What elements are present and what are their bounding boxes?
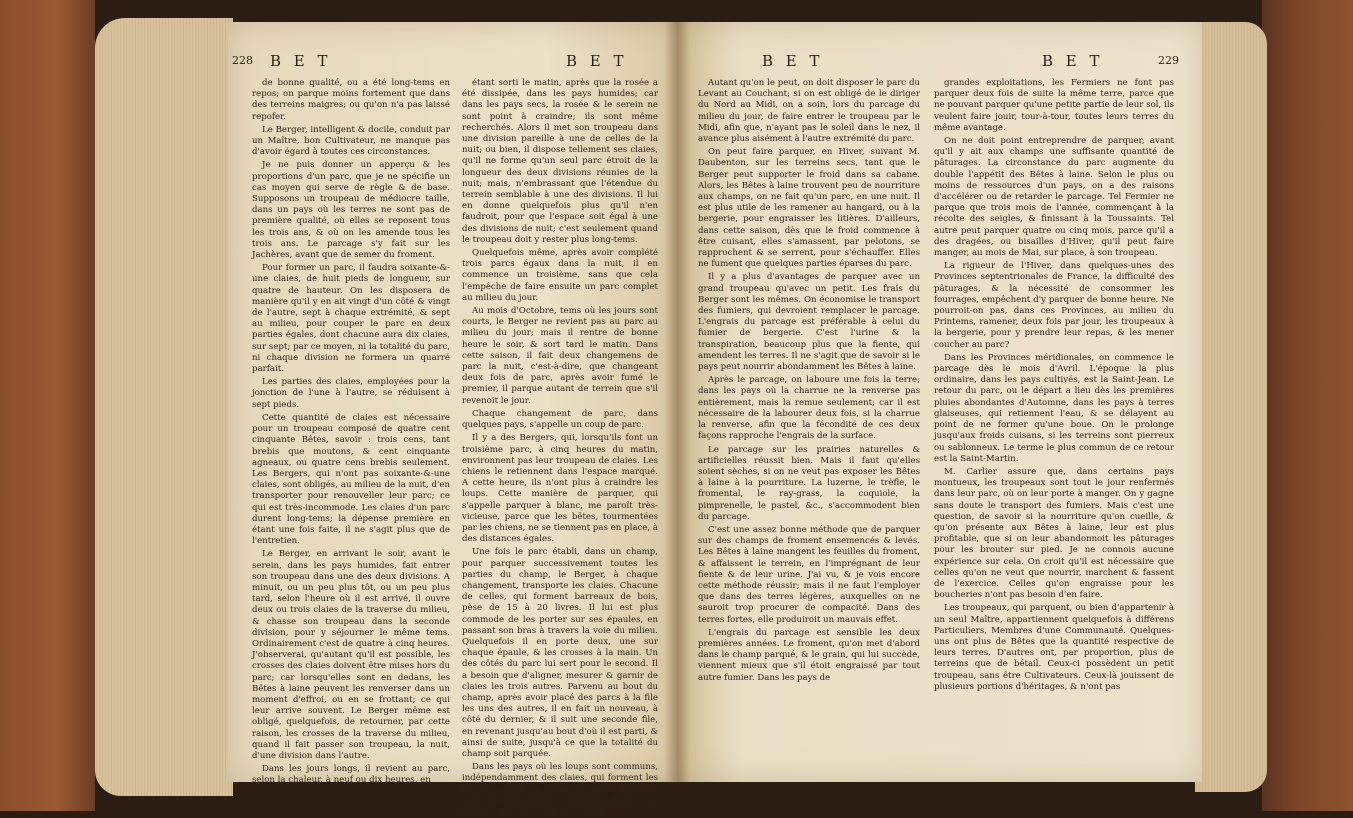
paragraph: Après le parcage, on laboure une fois la terre; dans les pays où la charrue ne la renverse pas entièrement, mais la remue seulement; car il est nécessaire de la labourer deux fois, si la charrue la renverse, afin que la fécondité de ces deux façons rapproche l'engrais de la surface. [698, 375, 920, 442]
page-number-right: 229 [1158, 54, 1179, 67]
running-header-right-col1: B E T [762, 52, 824, 70]
paragraph: L'engrais du parcage est sensible les deux premières années. Le froment, qu'on met d'abord dans le champ parqué, & le grain, qui lui succède, viennent mieux que s'il étoit engraissé par tout autre fumier. Dans les pays de [698, 627, 920, 683]
paragraph: Dans les jours longs, il revient au parc, selon la chaleur, à neuf ou dix heures, en [252, 764, 450, 786]
paragraph: Il y a plus d'avantages de parquer avec un grand troupeau qu'avec un petit. Les frais du Berger sont les mêmes. On économise le transport des fumiers, qui devroient remplacer le parcage. L'engrais du parcage est préférable à celui du fumier de bergerie. C'est l'urine & la transpiration, beaucoup plus que la fiente, qui amendent les terres. Il ne s'agit que de savoir si le pays peut nourrir abondamment les Bêtes à laine. [698, 272, 920, 373]
paragraph: Les troupeaux, qui parquent, ou bien d'appartenir à un seul Maître, appartiennent quelquefois à différens Particuliers, Membres d'une Communauté. Quelques-uns ont plus de Bêtes que la quantité respective de leurs terres. D'autres ont, par proportion, plus de terreins que de bétail. Ceux-ci possèdent un petit troupeau, sans être Cultivateurs. Ceux-là jouissent de plusieurs portions d'héritages, & n'ont pas [934, 603, 1174, 692]
paragraph: C'est une assez bonne méthode que de parquer sur des champs de froment ensemencés & levés. Les Bêtes à laine mangent les feuilles du froment, & affaissent le terrein, en l'imprégnant de leur fiente & de leur urine. J'ai vu, & je vois encore cette méthode réussir; mais il ne faut l'employer que dans des terres légères, auxquelles on ne sauroit trop procurer de compacité. Dans des terres fortes, elle produiroit un mauvais effet. [698, 524, 920, 625]
paragraph: Il y a des Bergers, qui, lorsqu'ils font un troisième parc, à cinq heures du matin, environnent pas leur troupeau de claies. Les chiens le retiennent dans l'espace marqué. A cette heure, ils n'ont plus à craindre les loups. Cette manière de parquer, qui s'appelle parquer à blanc, me paroît très-vicieuse, parce que les bêtes, tourmentées par les chiens, ne se tiennent pas en place, à des distances égales. [462, 433, 658, 545]
paragraph: Je ne puis donner un apperçu & les proportions d'un parc, que je ne spécifie un cas moyen qui serve de règle & de base. Supposons un troupeau de médiocre taille, dans un pays où les terres ne sont pas de première qualité, où elles se reposent tous les trois ans, & où on les amende tous les trois ans. Le parcage s'y fait sur les Jachères, avant que de semer du froment. [252, 160, 450, 261]
paragraph: Dans les Provinces méridionales, on commence le parcage dès le mois d'Avril. L'époque la plus ordinaire, dans les pays cultivés, est la Saint-Jean. Le retour du parc, ou le départ a lieu dès les premières pluies abondantes d'Automne, dans les pays à terres glaiseuses, qui retiennent l'eau, & se délayent au point de ne former qu'une boue. On le prolonge jusqu'aux froids cuisans, si les terreins sont pierreux ou sablonneux. Le terme le plus commun de ce retour est la Saint-Martin. [934, 352, 1174, 464]
book-page-edges-left [95, 18, 233, 796]
book-page-edges-right [1195, 22, 1267, 792]
running-header-left: B E T [270, 52, 332, 70]
paragraph: On ne doit point entreprendre de parquer, avant qu'il y ait aux champs une suffisante quantité de pâturages. La circonstance du parc augmente du double l'appétit des Bêtes à laine. Selon le plus ou moins de ressources d'un pays, on a des raisons d'accélérer ou de retarder le parcage. Tel Fermier ne parque que trois mois de l'année, commençant à la récolte des seigles, & finissant à la Toussaints. Tel autre peut parquer quatre ou cinq mois, parce qu'il a des dragées, ou bisailles d'Hiver, qu'il peut faire manger, au mois de Mai, sur place, à son troupeau. [934, 136, 1174, 259]
paragraph: Au mois d'Octobre, tems où les jours sont courts, le Berger ne revient pas au parc au milieu du jour; mais il rentre de bonne heure le soir, & sort tard le matin. Dans cette saison, il fait deux changemens de parc la nuit, c'est-à-dire, que changeant deux fois de parc, après avoir fumé le premier, il parque autant de terrein que s'il revenoit le jour. [462, 306, 658, 406]
paragraph: Les parties des claies, employées pour la jonction de l'une à l'autre, se réduisent à sept pieds. [252, 377, 450, 410]
left-page-column-2 [462, 78, 658, 817]
left-page-column-1 [252, 78, 450, 786]
paragraph: Cette quantité de claies est nécessaire pour un troupeau composé de quatre cent cinquante Bêtes, savoir : trois cens, tant brebis que moutons, & cent cinquante agneaux, ou quatre cens brebis seulement. Les Bergers, qui n'ont pas soixante-&-une claies, sont obligés, au milieu de la nuit, d'en transporter pour renouveller leur parc; ce qui est très-incommode. Les claies d'un parc durent long-tems; la dépense première en étant une fois faite, il ne s'agit plus que de l'entretien. [252, 412, 450, 547]
paragraph: On peut faire parquer, en Hiver, suivant M. Daubenton, sur les terreins secs, tant que le Berger peut supporter le froid dans sa cabane. Alors, les Bêtes à laine trouvent peu de nourriture aux champs, on ne fait qu'un parc, en une nuit. Il est plus utile de les ramener au hangard, ou à la bergerie, pour engraisser les litières. D'ailleurs, dans cette saison, dès que le froid commence à être cuisant, elles s'amassent, par pelotons, se rapprochent & se serrent, pour s'échauffer. Elles ne fument que quelques parties éparses du parc. [698, 147, 920, 270]
paragraph: étant sorti le matin, après que la rosée a été dissipée, dans les pays humides; car dans les pays secs, la rosée & le serein ne sont point à craindre; ils sont même recherchés. Alors il met son troupeau dans une division pareille à une de celles de la nuit; ou bien, il dispose tellement ses claies, qu'il ne forme qu'un seul parc étroit de la longueur des deux divisions réunies de la nuit; mais, n'embrassant que l'étendue du terrein semblable à une des divisions. Il lui en donne quelquefois plus qu'il n'en faudroit, pour que l'espace soit égal à une des divisions de nuit; c'est seulement quand le troupeau doit y rester plus long-tems. [462, 78, 658, 245]
table-background-left [0, 0, 95, 811]
right-page-column-2 [934, 78, 1174, 708]
paragraph: Le parcage sur les prairies naturelles & artificielles réussit bien. Mais il faut qu'elles soient sèches, si on ne veut pas exposer les Bêtes à laine à la pourriture. La luzerne, le trèfle, le fromental, le ray-grass, la coquiole, la pimprenelle, le pastel, &c., s'accommodent bien du parcage. [698, 444, 920, 522]
page-number-left: 228 [232, 54, 253, 67]
paragraph: La rigueur de l'Hiver, dans quelques-unes des Provinces septentrionales de France, la difficulté des pâturages, & la nécessité de consommer les fourrages, empêchent d'y parquer de bonne heure. Ne pourroit-on pas, dans ces Provinces, au milieu du Printems, ramener, deux fois par jour, les troupeaux à la bergerie, pour y prendre leur repas, & les mener coucher au parc? [934, 261, 1174, 350]
running-header-right: B E T [1042, 52, 1104, 70]
paragraph: de bonne qualité, ou a été long-tems en repos; on parque moins fortement que dans des terreins maigres; ou qu'on n'a pas laissé repofer. [252, 78, 450, 122]
paragraph: Autant qu'on le peut, on doit disposer le parc du Levant au Couchant; si on est obligé de le diriger du Nord au Midi, on a soin, lors du parcage du milieu du jour, de faire entrer le troupeau par le Midi, afin que, n'ayant pas le soleil dans le nez, il avance plus aisément à l'autre extrémité du parc. [698, 78, 920, 145]
book-gutter [664, 22, 690, 782]
paragraph: Dans les pays où les loups sont communs, indépendamment des claies, qui forment les parcs, on tend, en avant, des filets; les loups sans les appercevoir, se jettent dedans, & se battent, & avertissent les chiens. [462, 762, 658, 817]
paragraph: Une fois le parc établi, dans un champ, pour parquer successivement toutes les parties du champ, le Berger, à chaque changement, transporte les claies. Chacune de celles, qui forment barreaux de bois, pèse de 15 à 20 livres. Il lui est plus commode de les porter sur ses épaules, en passant son bras à travers la voie du milieu. Quelquefois il en porte deux, une sur chaque épaule, & les crosses à la main. Un des côtés du parc lui sert pour le second. Il a besoin que d'aligner, mesurer & garnir de claies les trois autres. Parvenu au bout du champ, après avoir placé des parcs à la file les uns des autres, il en fait un nouveau, à côté du dernier, & il suit une seconde file, en revenant jusqu'au bout d'où il est parti, & ainsi de suite, jusqu'à ce que la totalité du champ soit parquée. [462, 547, 658, 759]
paragraph: grandes exploitations, les Fermiers ne font pas parquer deux fois de suite la même terre, parce que ne pouvant parquer qu'une petite partie de leur sol, ils veulent faire jouir, tour-à-tour, toutes leurs terres du même avantage. [934, 78, 1174, 133]
paragraph: Le Berger, en arrivant le soir, avant le serein, dans les pays humides, fait entrer son troupeau dans une des deux divisions. A minuit, ou un peu plus tôt, ou un peu plus tard, selon l'heure où il est arrivé, il ouvre deux ou trois claies de la traverse du milieu, & chasse son troupeau dans la seconde division, pour y séjourner le même tems. Ordinairement c'est de quatre à cinq heures. J'observerai, qu'autant qu'il est possible, les crosses des claies doivent être mises hors du parc; car lorsqu'elles sont en dedans, les Bêtes à laine peuvent les renverser dans un moment d'effroi, ou en se frottant; ce qui leur arrive souvent. Le Berger même est obligé, quelquefois, de retourner, par cette raison, les crosses de la traverse du milieu, quand il fait passer son troupeau, la nuit, d'une division dans l'autre. [252, 549, 450, 761]
right-page-column-1 [698, 78, 920, 708]
table-background-right [1262, 0, 1353, 811]
paragraph: Chaque changement de parc, dans quelques pays, s'appelle un coup de parc. [462, 408, 658, 431]
running-header-left-col2: B E T [566, 52, 628, 70]
paragraph: Quelquefois même, après avoir complété trois parcs égaux dans la nuit, il en commence un troisième, sans que cela l'empêche de faire ensuite un parc complet au milieu du jour. [462, 248, 658, 303]
paragraph: Le Berger, intelligent & docile, conduit par un Maître, bon Cultivateur, ne manque pas d'avoir égard à toutes ces circonstances. [252, 124, 450, 158]
paragraph: Pour former un parc, il faudra soixante-&-une claies, de huit pieds de longueur, sur quatre de hauteur. On les disposera de manière qu'il y en ait vingt d'un côté & vingt de l'autre, sept à chaque extrémité, & sept au milieu, pour couper le parc en deux parties égales, dont chacune aura dix claies, sur sept; par ce moyen, ni la totalité du parc, ni chaque division ne formera un quarré parfait. [252, 263, 450, 375]
paragraph: M. Carlier assure que, dans certains pays montueux, les troupeaux sont tout le jour renfermés dans leur parc, où on leur porte à manger. On y gagne sans doute le transport des fumiers. Mais c'est une question, de savoir si la nourriture qu'on cueille, & qu'on présente aux Bêtes à laine, leur est plus profitable, que si on leur abandonnoit les pâturages pour les brouter sur pied. Je ne connois aucune expérience sur cela. On croit qu'il est nécessaire que celles qu'on ne veut que nourrir, marchent & fassent de l'exercice. Celles qu'on engraisse pour les boucheries n'ont pas besoin d'en faire. [934, 466, 1174, 601]
